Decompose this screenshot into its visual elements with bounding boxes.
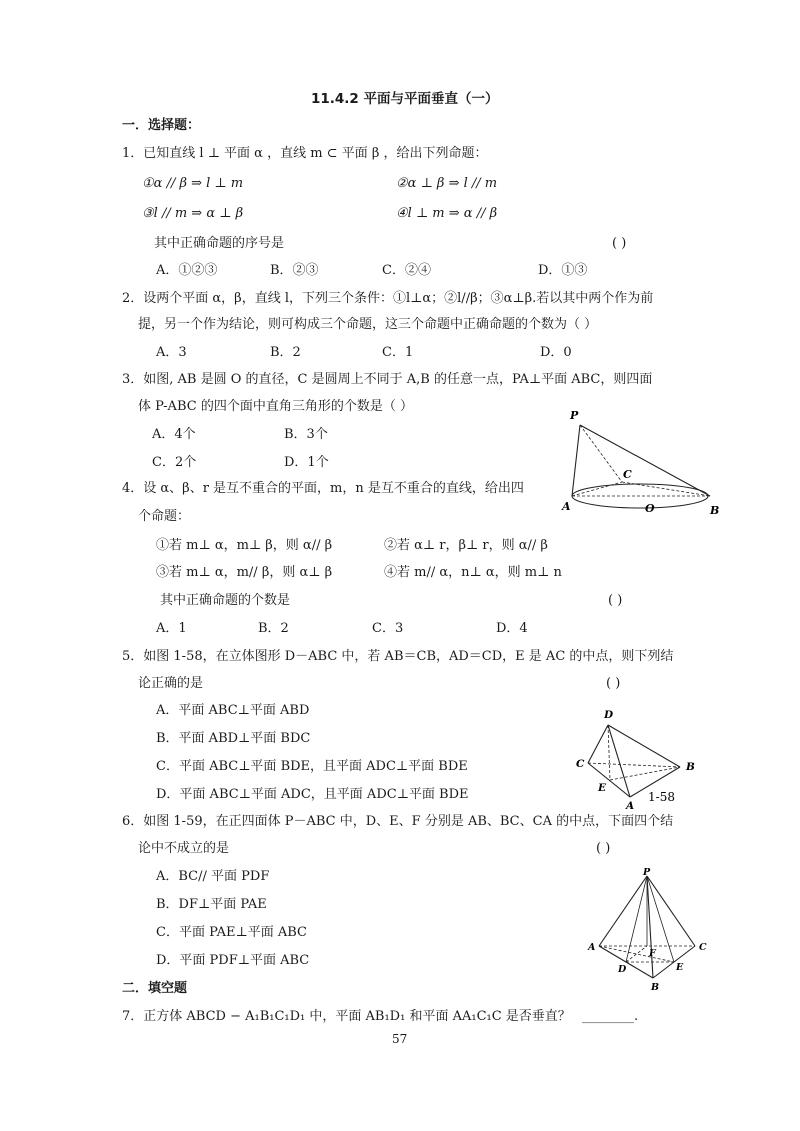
q2-option-b: B．2 (270, 345, 301, 360)
q6-option-a: A．BC// 平面 PDF (156, 869, 270, 884)
q4-option-a: A．1 (156, 621, 187, 636)
q1-proposition-4: ④l ⊥ m ⇒ α // β (396, 206, 498, 221)
q2-option-c: C．1 (382, 345, 414, 360)
fig3-label-f: F (649, 948, 656, 959)
q6-option-b: B．DF⊥平面 PAE (156, 897, 267, 912)
q2-line-1: 2．设两个平面 α，β，直线 l，下列三个条件：①l⊥α；②l//β；③α⊥β.若以其中两个作为前 (122, 291, 654, 306)
q1-option-c: C．②④ (382, 263, 431, 278)
fig2-label-e: E (598, 782, 607, 794)
q5-option-a: A．平面 ABC⊥平面 ABD (156, 703, 310, 718)
q6-option-c: C．平面 PAE⊥平面 ABC (156, 925, 307, 940)
q1-proposition-2: ②α ⊥ β ⇒ l // m (396, 176, 498, 191)
q1-answer-blank: ( ) (612, 236, 627, 251)
fig2-label-b: B (686, 761, 695, 773)
q4-proposition-3: ③若 m⊥ α，m// β，则 α⊥ β (156, 565, 333, 580)
q7-answer-blank[interactable]: ________. (582, 1009, 639, 1024)
q5-line-1: 5．如图 1-58，在立体图形 D－ABC 中，若 AB＝CB，AD＝CD，E 是 AC 的中点，则下列结 (122, 649, 674, 664)
q5-line-2: 论正确的是 (138, 676, 204, 691)
q6-line-1: 6．如图 1-59，在正四面体 P－ABC 中，D、E、F 分别是 AB、BC、CA 的中点，下面四个结 (122, 814, 674, 829)
fig3-label-c: C (699, 942, 707, 953)
page-number: 57 (392, 1032, 408, 1046)
q5-option-c: C．平面 ABC⊥平面 BDE，且平面 ADC⊥平面 BDE (156, 759, 468, 774)
q2-option-a: A．3 (156, 345, 187, 360)
q3-option-b: B．3个 (284, 427, 328, 442)
q1-proposition-1: ①α // β ⇒ l ⊥ m (142, 176, 244, 191)
q5-answer-blank: ( ) (606, 676, 621, 691)
q3-option-d: D．1个 (284, 455, 329, 470)
q3-option-c: C．2个 (152, 455, 197, 470)
fig1-label-o: O (645, 502, 655, 515)
q3-line-1: 3．如图, AB 是圆 O 的直径，C 是圆周上不同于 A,B 的任意一点，PA⊥平面 ABC，则四面 (122, 372, 653, 387)
q4-line-2: 个命题： (138, 509, 191, 524)
fig3-label-d: D (618, 964, 627, 975)
fig2-label-a: A (626, 800, 635, 810)
fig2-label-c: C (576, 758, 585, 770)
figure-1-59 (585, 866, 715, 996)
q1-proposition-3: ③l // m ⇒ α ⊥ β (142, 206, 244, 221)
fig3-label-e: E (676, 962, 684, 973)
q4-option-c: C．3 (372, 621, 404, 636)
fig3-label-p: P (643, 867, 651, 878)
q4-option-d: D．4 (496, 621, 528, 636)
q4-line-1: 4．设 α、β、r 是互不重合的平面，m，n 是互不重合的直线，给出四 (122, 481, 524, 496)
q3-option-a: A．4个 (152, 427, 196, 442)
q4-answer-blank: ( ) (608, 593, 623, 608)
figure-1-58 (570, 705, 710, 810)
q5-option-b: B．平面 ABD⊥平面 BDC (156, 731, 311, 746)
fig3-label-a: A (588, 942, 596, 953)
figure-cone-tetrahedron (560, 400, 720, 522)
q6-line-2: 论中不成立的是 (138, 841, 230, 856)
section-heading-fill: 二．填空题 (122, 981, 188, 996)
q2-option-d: D．0 (540, 345, 572, 360)
q7-line: 7．正方体 ABCD − A₁B₁C₁D₁ 中，平面 AB₁D₁ 和平面 AA₁C₁C 是否垂直？ (122, 1009, 571, 1024)
fig3-label-b: B (651, 982, 660, 993)
q1-question: 其中正确命题的序号是 (154, 236, 285, 251)
q4-proposition-1: ①若 m⊥ α，m⊥ β，则 α// β (156, 538, 333, 553)
q1-option-b: B．②③ (270, 263, 319, 278)
section-heading-choice: 一．选择题： (122, 118, 201, 133)
q6-answer-blank: ( ) (596, 841, 611, 856)
q3-line-2: 体 P-ABC 的四个面中直角三角形的个数是（ ） (138, 399, 413, 414)
q6-option-d: D．平面 PDF⊥平面 ABC (156, 953, 310, 968)
q4-proposition-4: ④若 m// α，n⊥ α，则 m⊥ n (384, 565, 562, 580)
q4-proposition-2: ②若 α⊥ r，β⊥ r，则 α// β (384, 538, 548, 553)
q5-option-d: D．平面 ABC⊥平面 ADC，且平面 ADC⊥平面 BDE (156, 787, 469, 802)
q2-line-2: 提，另一个作为结论，则可构成三个命题，这三个命题中正确命题的个数为（ ） (138, 317, 598, 332)
page-title: 11.4.2 平面与平面垂直（一） (311, 91, 499, 107)
fig1-label-p: P (570, 409, 579, 422)
q1-option-d: D．①③ (538, 263, 588, 278)
fig1-label-a: A (562, 500, 571, 513)
q4-question: 其中正确命题的个数是 (160, 593, 291, 608)
q1-option-a: A．①②③ (156, 263, 218, 278)
fig1-label-c: C (623, 468, 632, 481)
fig2-caption: 1-58 (648, 790, 675, 804)
q4-option-b: B．2 (258, 621, 289, 636)
fig1-label-b: B (710, 504, 720, 517)
q1-stem: 1．已知直线 l ⊥ 平面 α ，直线 m ⊂ 平面 β ，给出下列命题： (122, 146, 488, 161)
fig2-label-d: D (604, 709, 614, 721)
